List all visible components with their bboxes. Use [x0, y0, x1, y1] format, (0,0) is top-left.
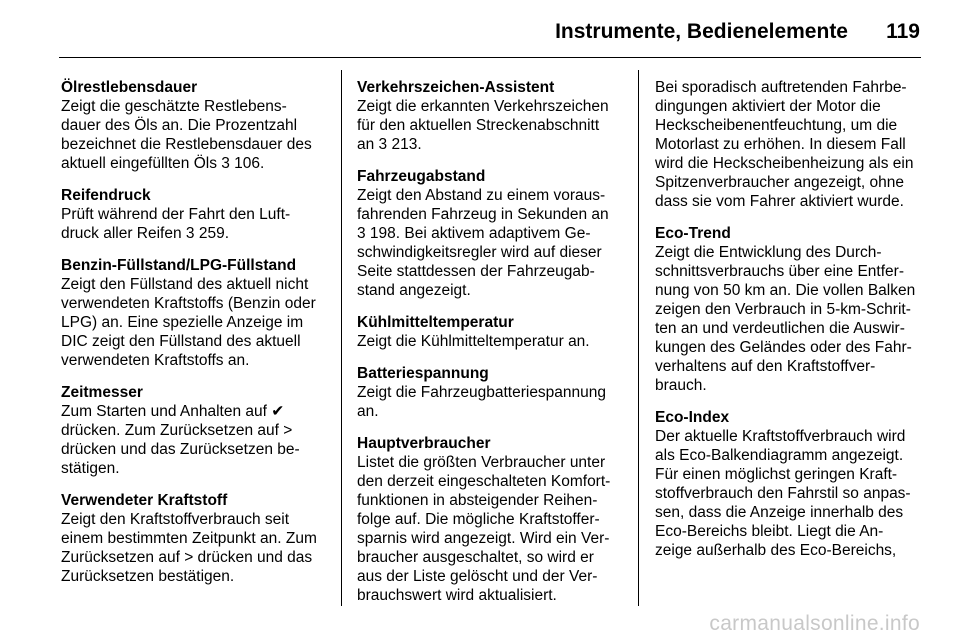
- text-line: 3 198. Bei aktivem adaptivem Ge-: [357, 225, 591, 242]
- section-heading: Kühlmitteltemperatur: [357, 314, 514, 331]
- text-line: Zurücksetzen auf > drücken und das: [61, 549, 313, 566]
- text-line: nung von 50 km an. Die vollen Balken: [655, 282, 916, 299]
- text-line: brauchswert wird aktualisiert.: [357, 587, 557, 604]
- text-line: Zeigt die Fahrzeugbatteriespannung: [357, 384, 607, 401]
- section: [61, 383, 323, 478]
- text-line: Zurücksetzen bestätigen.: [61, 568, 235, 585]
- text-line: stätigen.: [61, 460, 120, 477]
- section-body: [61, 97, 323, 173]
- text-line: sparnis wird angezeigt. Wird ein Ver-: [357, 530, 610, 547]
- text-line: Heckscheibenentfeuchtung, um die: [655, 117, 898, 134]
- text-line: kungen des Geländes oder des Fahr-: [655, 339, 912, 356]
- text-line: Bei sporadisch auftretenden Fahrbe-: [655, 79, 907, 96]
- section-heading: Verkehrszeichen-Assistent: [357, 79, 555, 96]
- section-heading: Reifendruck: [61, 187, 151, 204]
- header-divider: [59, 57, 921, 58]
- text-line: einem bestimmten Zeitpunkt an. Zum: [61, 530, 317, 547]
- text-line: Motorlast zu erhöhen. In diesem Fall: [655, 136, 906, 153]
- text-column-1: [61, 78, 323, 599]
- text-line: Listet die größten Verbraucher unter: [357, 454, 606, 471]
- text-line: Für einen möglichst geringen Kraft-: [655, 466, 898, 483]
- section: [357, 364, 619, 421]
- section: [655, 224, 923, 395]
- text-line: DIC zeigt den Füllstand des aktuell: [61, 333, 301, 350]
- section-body: [655, 78, 923, 211]
- text-line: an.: [357, 403, 379, 420]
- section-body: [655, 427, 923, 560]
- text-line: aus der Liste gelöscht und der Ver-: [357, 568, 598, 585]
- section-body: [61, 275, 323, 370]
- text-line: Der aktuelle Kraftstoffverbrauch wird: [655, 428, 906, 445]
- text-line: drücken und das Zurücksetzen be-: [61, 441, 300, 458]
- text-line: Zeigt die Entwicklung des Durch-: [655, 244, 882, 261]
- text-line: schwindigkeitsregler wird auf dieser: [357, 244, 602, 261]
- text-line: für den aktuellen Streckenabschnitt: [357, 117, 600, 134]
- text-line: folge auf. Die mögliche Kraftstoffer-: [357, 511, 600, 528]
- text-column-2: [357, 78, 619, 618]
- section-heading: Fahrzeugabstand: [357, 168, 486, 185]
- section: [61, 491, 323, 586]
- text-line: dauer des Öls an. Die Prozentzahl: [61, 117, 298, 134]
- text-line: an 3 213.: [357, 136, 422, 153]
- text-line: Zeigt den Füllstand des aktuell nicht: [61, 276, 309, 293]
- section-body: [655, 243, 923, 395]
- section-body: [357, 186, 619, 300]
- text-line: bezeichnet die Restlebensdauer des: [61, 136, 312, 153]
- text-line: ten an und verdeutlichen die Auswir-: [655, 320, 905, 337]
- section: [655, 408, 923, 560]
- text-line: dingungen aktiviert der Motor die: [655, 98, 881, 115]
- section: [357, 167, 619, 300]
- text-line: dass sie vom Fahrer aktiviert wurde.: [655, 193, 904, 210]
- section-heading: Eco-Trend: [655, 225, 731, 242]
- text-line: Eco-Bereichs bleibt. Liegt die An-: [655, 523, 884, 540]
- text-line: Zeigt die Kühlmitteltemperatur an.: [357, 333, 590, 350]
- section-heading: Zeitmesser: [61, 384, 143, 401]
- section-body: [61, 402, 323, 478]
- text-column-3: [655, 78, 923, 573]
- section-body: [61, 510, 323, 586]
- text-line: zeige außerhalb des Eco-Bereichs,: [655, 542, 897, 559]
- section-heading: Benzin-Füllstand/LPG-Füllstand: [61, 257, 297, 274]
- text-line: als Eco-Balkendiagramm angezeigt.: [655, 447, 904, 464]
- text-line: aktuell eingefüllten Öls 3 106.: [61, 155, 265, 172]
- section: [655, 78, 923, 211]
- section-body: [357, 453, 619, 605]
- section-heading: Batteriespannung: [357, 365, 489, 382]
- section-heading: Verwendeter Kraftstoff: [61, 492, 228, 509]
- column-divider-2: [638, 70, 639, 606]
- text-line: stoffverbrauch den Fahrstil so anpas-: [655, 485, 911, 502]
- text-line: Prüft während der Fahrt den Luft-: [61, 206, 291, 223]
- text-line: schnittsverbrauchs über eine Entfer-: [655, 263, 904, 280]
- text-line: den derzeit eingeschalteten Komfort-: [357, 473, 611, 490]
- section-heading: Hauptverbraucher: [357, 435, 491, 452]
- text-line: funktionen in absteigender Reihen-: [357, 492, 598, 509]
- section-body: [357, 383, 619, 421]
- section: [357, 434, 619, 605]
- text-line: stand angezeigt.: [357, 282, 471, 299]
- text-line: LPG) an. Eine spezielle Anzeige im: [61, 314, 304, 331]
- text-line: zeigen den Verbrauch in 5-km-Schrit-: [655, 301, 911, 318]
- text-line: druck aller Reifen 3 259.: [61, 225, 230, 242]
- text-line: Zeigt den Kraftstoffverbrauch seit: [61, 511, 290, 528]
- text-line: Spitzenverbraucher angezeigt, ohne: [655, 174, 905, 191]
- text-line: sen, dass die Anzeige innerhalb des: [655, 504, 904, 521]
- text-line: wird die Heckscheibenheizung als ein: [655, 155, 914, 172]
- text-line: drücken. Zum Zurücksetzen auf >: [61, 422, 293, 439]
- text-line: Zeigt den Abstand zu einem voraus-: [357, 187, 606, 204]
- page-number: 119: [886, 20, 920, 43]
- text-line: brauch.: [655, 377, 707, 394]
- section-body: [61, 205, 323, 243]
- section: [61, 256, 323, 370]
- page-header-title: Instrumente, Bedienelemente: [555, 20, 848, 43]
- text-line: Zeigt die erkannten Verkehrszeichen: [357, 98, 609, 115]
- section-body: [357, 97, 619, 154]
- column-divider-1: [341, 70, 342, 606]
- text-line: braucher ausgeschaltet, so wird er: [357, 549, 594, 566]
- text-line: Zeigt die geschätzte Restlebens-: [61, 98, 287, 115]
- text-line: Seite stattdessen der Fahrzeugab-: [357, 263, 595, 280]
- watermark: carmanualsonline.info: [709, 612, 920, 635]
- section-heading: Eco-Index: [655, 409, 730, 426]
- section: [61, 78, 323, 173]
- section-body: [357, 332, 619, 351]
- section: [357, 313, 619, 351]
- section: [357, 78, 619, 154]
- text-line: fahrenden Fahrzeug in Sekunden an: [357, 206, 609, 223]
- text-line: verhaltens auf den Kraftstoffver-: [655, 358, 876, 375]
- text-line: Zum Starten und Anhalten auf ✔: [61, 403, 285, 420]
- text-line: verwendeten Kraftstoffs an.: [61, 352, 250, 369]
- section-heading: Ölrestlebensdauer: [61, 79, 198, 96]
- text-line: verwendeten Kraftstoffs (Benzin oder: [61, 295, 316, 312]
- section: [61, 186, 323, 243]
